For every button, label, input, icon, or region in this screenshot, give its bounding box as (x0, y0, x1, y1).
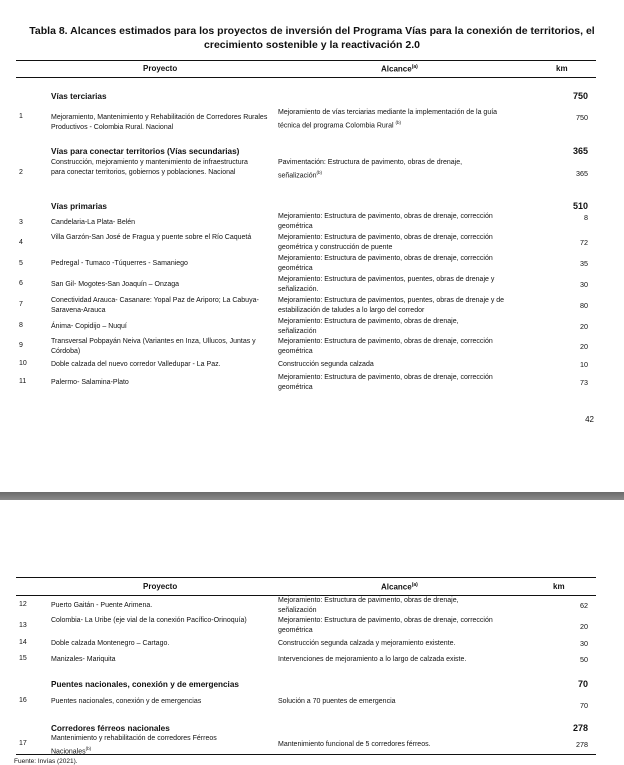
row-scope: Mejoramiento de vías terciarias mediante la implementación de la guía técnica del programa Colombia Rural $^{(b)}$ (278, 109, 498, 130)
table-title: Tabla 8. Alcances estimados para los proyectos de inversión del Programa Vías para la conexión de territorios, el crecimiento sostenible y la reactivación 2.0 (29, 25, 595, 51)
header-top-rule (16, 60, 596, 61)
row-km: 35 (580, 259, 588, 268)
row-km: 30 (580, 280, 588, 289)
row-scope: Mejoramiento: Estructura de pavimentos, puentes, obras de drenaje y de estabilización de taludes a lo largo del corredor (278, 297, 505, 314)
row-number: 6 (19, 280, 23, 287)
header-km: km (553, 582, 565, 591)
section-title: Vías terciarias (51, 92, 107, 101)
section-km: 510 (572, 201, 588, 211)
row-km: 20 (580, 322, 588, 331)
header-project: Proyecto (143, 582, 178, 591)
row-km: 20 (580, 622, 588, 631)
header-scope: Alcance$^{(a)}$ (381, 64, 418, 74)
page-2 (0, 500, 624, 764)
row-project: Doble calzada Montenegro – Cartago. (51, 640, 170, 647)
row-km: 73 (580, 378, 588, 387)
source-footnote: Fuente: Invías (2021). (14, 758, 78, 765)
section-km: 365 (572, 146, 588, 156)
row-scope: Mejoramiento: Estructura de pavimento, obras de drenaje, corrección geométrica (278, 338, 493, 355)
row-km: 10 (580, 360, 588, 369)
row-km: 50 (580, 655, 588, 664)
row-km: 30 (580, 639, 588, 648)
row-km: 278 (576, 740, 588, 749)
row-number: 10 (19, 360, 27, 367)
section-title: Puentes nacionales, conexión y de emergencias (51, 680, 239, 689)
row-number: 14 (19, 639, 27, 646)
row-scope: Mejoramiento: Estructura de pavimento, obras de drenaje, señalización (278, 318, 459, 335)
section-km: 70 (577, 679, 588, 689)
section-title: Vías para conectar territorios (Vías secundarias) (51, 147, 240, 156)
row-km: 80 (580, 301, 588, 310)
row-km: 62 (580, 601, 588, 610)
header-project: Proyecto (143, 64, 178, 73)
row-project: Mejoramiento, Mantenimiento y Rehabilitación de Corredores Rurales Productivos - Colombia Rural. Nacional (51, 114, 268, 131)
row-number: 15 (19, 655, 27, 662)
row-scope: Intervenciones de mejoramiento a lo largo de calzada existe. (278, 656, 467, 663)
table-bottom-rule (16, 754, 596, 755)
row-scope: Construcción segunda calzada y mejoramiento existente. (278, 640, 456, 647)
row-scope: Mejoramiento: Estructura de pavimento, obras de drenaje, señalización (278, 597, 459, 614)
row-scope: Mejoramiento: Estructura de pavimento, obras de drenaje, corrección geométrica (278, 213, 493, 230)
page-number: 42 (585, 415, 594, 424)
row-number: 16 (19, 697, 27, 704)
row-number: 11 (19, 378, 27, 385)
row-number: 7 (19, 301, 23, 308)
row-km: 70 (580, 701, 588, 710)
row-number: 1 (19, 113, 23, 120)
header-scope: Alcance$^{(a)}$ (381, 582, 418, 592)
page-separator (0, 492, 624, 500)
row-project: Puentes nacionales, conexión y de emergencias (51, 698, 202, 705)
row-number: 12 (19, 601, 27, 608)
header-top-rule (16, 577, 596, 578)
section-title: Corredores férreos nacionales (51, 724, 170, 733)
row-project: Transversal Pobpayán Neiva (Variantes en Inza, Ullucos, Juntas y Córdoba) (51, 338, 256, 355)
row-project: Palermo- Salamina-Plato (51, 379, 129, 386)
row-number: 17 (19, 740, 27, 747)
row-km: 20 (580, 342, 588, 351)
row-project: Villa Garzón-San José de Fragua y puente sobre el Río Caquetá (51, 234, 252, 241)
row-scope: Construcción segunda calzada (278, 361, 374, 368)
row-number: 13 (19, 622, 27, 629)
row-km: 8 (584, 213, 588, 222)
row-number: 4 (19, 239, 23, 246)
row-km: 365 (576, 169, 588, 178)
row-scope: Mejoramiento: Estructura de pavimentos, puentes, obras de drenaje y señalización. (278, 276, 495, 293)
row-project: Colombia- La Uribe (eje vial de la conexión Pacífico-Orinoquía) (51, 617, 247, 624)
row-km: 750 (576, 113, 588, 122)
row-km: 72 (580, 238, 588, 247)
header-bottom-rule (16, 77, 596, 78)
section-title: Vías primarias (51, 202, 107, 211)
row-project: Candelaria-La Plata- Belén (51, 219, 136, 226)
row-number: 9 (19, 342, 23, 349)
row-project: Mantenimiento y rehabilitación de corredores Férreos Nacionales$^{(b)}$ (51, 735, 217, 756)
row-scope: Mejoramiento: Estructura de pavimento, obras de drenaje, corrección geométrica (278, 255, 493, 272)
row-scope: Mejoramiento: Estructura de pavimento, obras de drenaje, corrección geométrica y construcción de puente (278, 234, 493, 251)
row-number: 3 (19, 219, 23, 226)
row-scope: Pavimentación: Estructura de pavimento, obras de drenaje, señalización$^{(b)}$ (278, 159, 463, 180)
header-km: km (556, 64, 568, 73)
row-scope: Solución a 70 puentes de emergencia (278, 698, 396, 705)
row-scope: Mantenimiento funcional de 5 corredores férreos. (278, 741, 431, 748)
row-project: Conectividad Arauca- Casanare: Yopal Paz de Ariporo; La Cabuya- Saravena-Arauca (51, 297, 259, 314)
section-km: 750 (572, 91, 588, 101)
row-project: Manizales- Mariquita (51, 656, 116, 663)
row-number: 5 (19, 260, 23, 267)
row-number: 2 (19, 169, 23, 176)
row-project: Ánima- Copidijo – Nuquí (51, 323, 127, 330)
row-number: 8 (19, 322, 23, 329)
row-scope: Mejoramiento: Estructura de pavimento, obras de drenaje, corrección geométrica (278, 617, 493, 634)
section-km: 278 (572, 723, 588, 733)
row-project: San Gil- Mogotes-San Joaquín – Onzaga (51, 281, 180, 288)
row-project: Construcción, mejoramiento y mantenimiento de infraestructura para conectar territorios, gobiernos y poblaciones. Nacional (51, 159, 248, 176)
row-scope: Mejoramiento: Estructura de pavimento, obras de drenaje, corrección geométrica (278, 374, 493, 391)
row-project: Doble calzada del nuevo corredor Valledupar - La Paz. (51, 361, 221, 368)
row-project: Puerto Gaitán - Puente Arimena. (51, 602, 153, 609)
row-project: Pedregal - Tumaco -Túquerres - Samaniego (51, 260, 188, 267)
